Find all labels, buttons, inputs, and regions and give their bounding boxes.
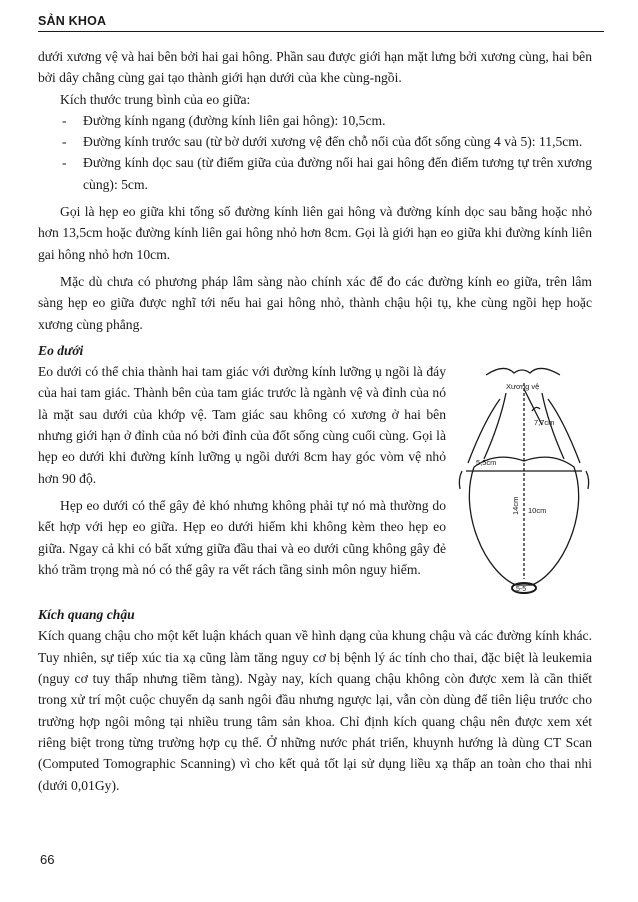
pelvic-outlet-figure xyxy=(456,363,592,599)
label-5-5: 5-5 xyxy=(516,586,527,594)
figure-side-text xyxy=(38,361,446,580)
ischial-curve-right xyxy=(586,471,589,489)
list-item: - Đường kính trước sau (từ bờ dưới xương vệ đến chỗ nối của đốt sống cùng 4 và 5): 11,5cm. xyxy=(38,131,592,152)
paragraph-6: Hẹp eo dưới có thể gây đẻ khó nhưng không phải tự nó mà thường do kết hợp với hẹp eo giữa. Hẹp eo dưới hiếm khi không kèm theo hẹp eo giữa. Ngay cả khi có bất xứng giữa đầu thai và eo dưới cũng không gây đẻ khó trầm trọng mà nó có thể gây ra vết rách tầng sinh môn nguy hiểm. xyxy=(38,497,446,577)
paragraph-1: dưới xương vệ và hai bên bởi hai gai hông. Phần sau được giới hạn mặt lưng bởi xương cùng, hai bên bởi dây chằng cùng gai tạo thành giới hạn dưới của khe cùng-ngồi. xyxy=(38,49,592,86)
label-7-7cm: 7,7cm xyxy=(534,418,555,428)
section-heading-kich-quang-chau: Kích quang chậu xyxy=(38,607,135,623)
section-heading-eo-duoi: Eo dưới xyxy=(38,342,84,358)
paragraph-2: Kích thước trung bình của eo giữa: xyxy=(60,91,251,107)
arch-left-edge xyxy=(484,393,506,459)
label-10cm: 10cm xyxy=(528,506,547,516)
pubic-arch xyxy=(486,369,560,376)
ischial-curve-left xyxy=(459,471,462,489)
diameter-list xyxy=(38,110,592,195)
paragraph-3: Gọi là hẹp eo giữa khi tổng số đường kính liên gai hông và đường kính dọc sau bằng hoặc nhỏ hơn 13,5cm hoặc đường kính liên gai hông nhỏ hơn 8cm. Gọi là giới hạn eo giữa khi đường kính liên gai hông nhỏ hơn 10cm. xyxy=(38,204,592,262)
body-text xyxy=(38,46,592,796)
label-5-5cm: 5,5cm xyxy=(476,458,497,468)
text-with-figure xyxy=(38,361,592,599)
pelvis-diagram xyxy=(456,363,592,599)
paragraph-4: Mặc dù chưa có phương pháp lâm sàng nào chính xác để đo các đường kính eo giữa, trên lâm sàng hẹp eo giữa được nghĩ tới nếu hai gai hông nhỏ, thành chậu hội tụ, khe cùng ngồi hẹp hoặc xương cùng phẳng. xyxy=(38,273,592,332)
list-item: - Đường kính dọc sau (từ điểm giữa của đường nối hai gai hông đến điểm tương tự trên xương cùng): 5cm. xyxy=(38,152,592,195)
paragraph-7: Kích quang chậu cho một kết luận khách quan về hình dạng của khung chậu và các đường kính khác. Tuy nhiên, sự tiếp xúc tia xạ cũng làm tăng nguy cơ bị bệnh lý ác tính cho thai, đặc biệt là leukemia (nguy cơ tuy thấp nhưng tiềm tàng). Ngày nay, kích quang chậu không còn được xem là cần thiết trong xử trí một cuộc chuyển dạ sanh ngôi đầu nhưng ngược lại, vẫn còn dùng để tiên liệu trước cho trường hợp ngôi mông tại nhiều trung tâm sản khoa. Chỉ định kích quang chậu nên được xem xét riêng biệt trong từng trường hợp cụ thể. Ở những nước phát triển, khuynh hướng là dùng CT Scan (Computed Tomographic Scanning) vì cho kết quả tốt lại sử dụng liều xạ thấp an toàn cho thai nhi (dưới 0,01Gy). xyxy=(38,628,592,793)
page-number: 66 xyxy=(40,852,55,867)
running-header: SẢN KHOA xyxy=(38,14,604,32)
list-item: - Đường kính ngang (đường kính liên gai hông): 10,5cm. xyxy=(38,110,592,131)
label-xuong-ve: Xương vệ xyxy=(506,382,540,392)
label-14cm: 14cm xyxy=(511,496,520,516)
paragraph-5: Eo dưới có thể chia thành hai tam giác với đường kính lưỡng ụ ngồi là đáy của hai tam giác. Thành bên của tam giác trước là ngành vệ và đỉnh của nó là mặt sau dưới của khớp vệ. Tam giác sau không có xương ở hai bên nhưng giới hạn ở đỉnh của nó bởi đỉnh của đốt sống cùng cuối cùng. Gọi là hẹp eo dưới khi đường kính lưỡng ụ ngồi dưới 8cm hay góc vòm vệ nhỏ hơn 90 độ. xyxy=(38,364,446,486)
